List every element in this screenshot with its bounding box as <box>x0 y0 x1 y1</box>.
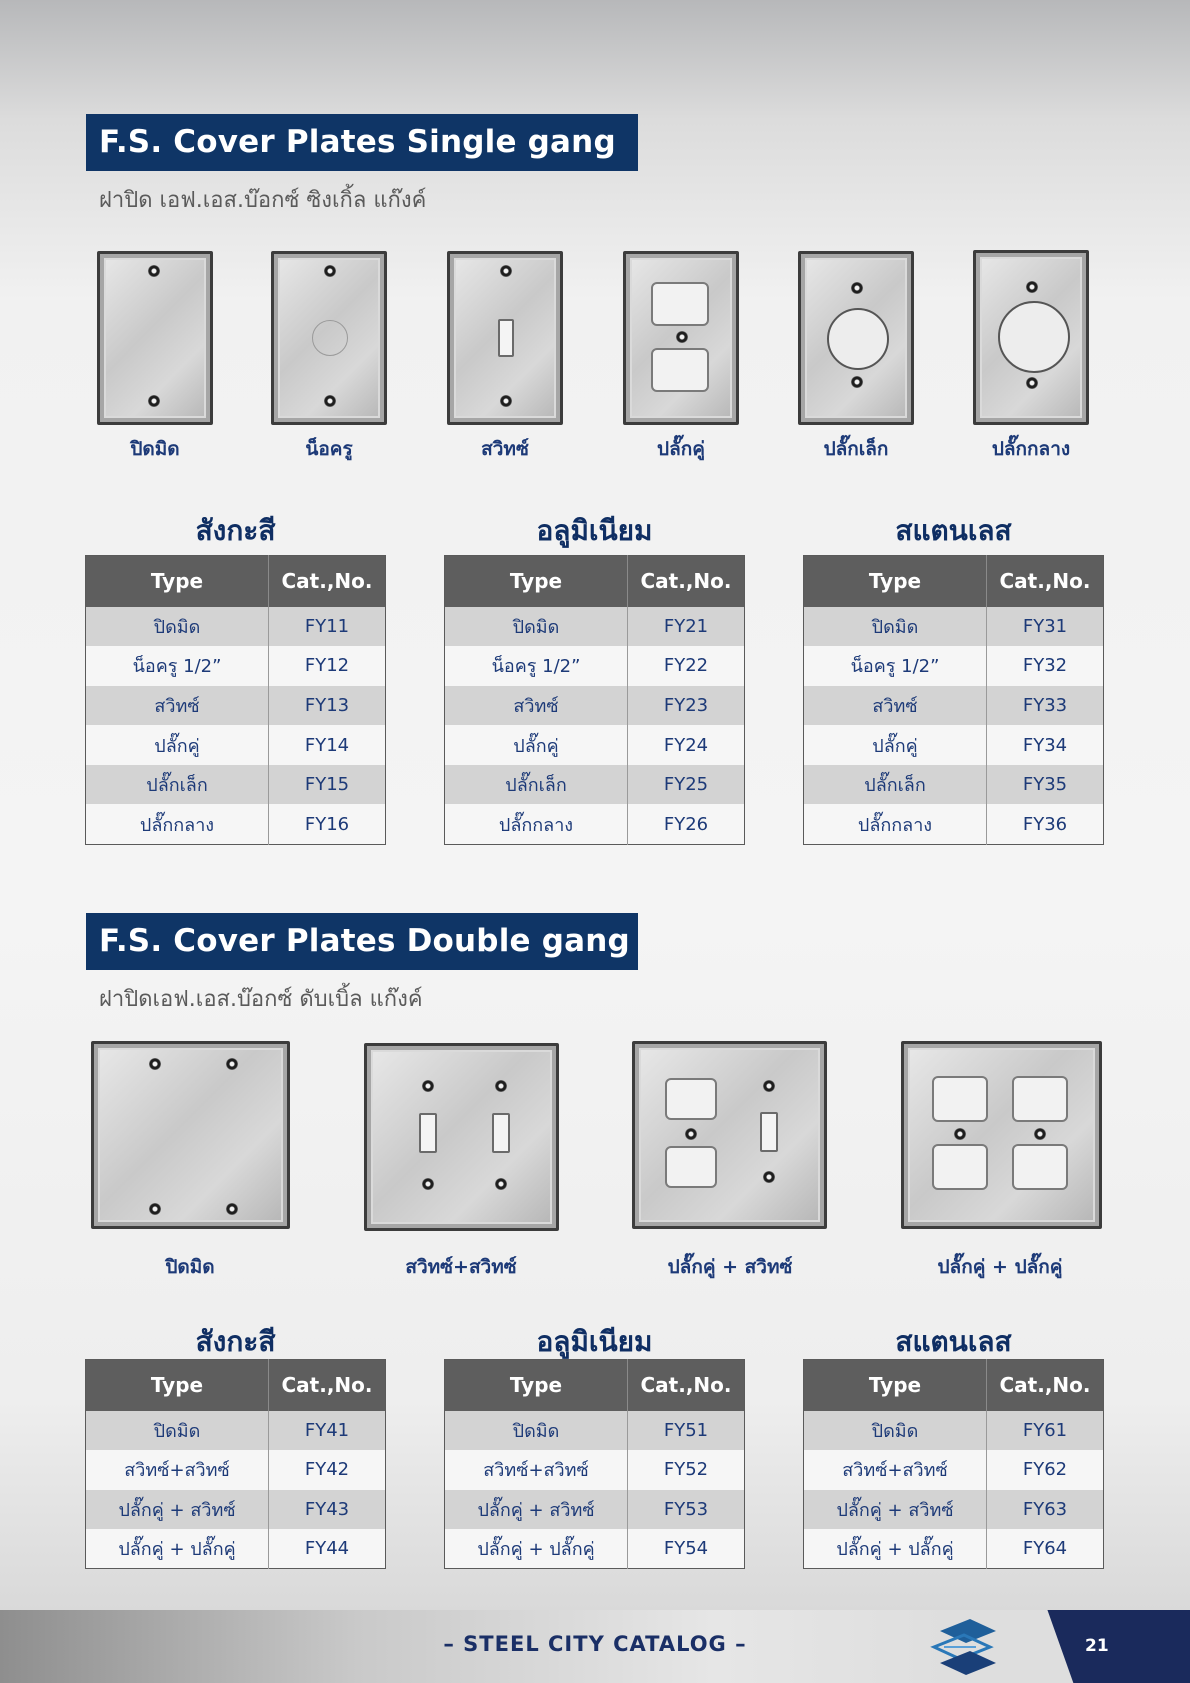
table-row: ปลั๊กคู่ + สวิทซ์ FY53 <box>445 1490 745 1530</box>
table-row: ปลั๊กเล็ก FY15 <box>86 765 386 805</box>
double-table-zinc: Type Cat.,No. ปิดมิด FY41 สวิทซ์+สวิทซ์ FY42 ปลั๊กคู่ + สวิทซ์ FY43 ปลั๊กคู่ + ปลั๊กคู่ FY44 <box>85 1359 386 1569</box>
table-row: ปิดมิด FY61 <box>804 1411 1104 1451</box>
table-row: สวิทซ์+สวิทซ์ FY52 <box>445 1450 745 1490</box>
table-row: สวิทซ์ FY33 <box>804 686 1104 726</box>
single-table-stainless: Type Cat.,No. ปิดมิด FY31 น็อครู 1/2” FY32 สวิทซ์ FY33 ปลั๊กคู่ FY34 ปลั๊กเล็ก FY35 ปลั๊กกลาง FY36 <box>803 555 1104 845</box>
plate-single-knockout <box>271 251 387 425</box>
table-row: น็อครู 1/2” FY32 <box>804 646 1104 686</box>
table-row: ปิดมิด FY21 <box>445 607 745 647</box>
caption-single-3: สวิทซ์ <box>481 438 529 460</box>
caption-double-4: ปลั๊กคู่ + ปลั๊กคู่ <box>937 1256 1063 1278</box>
double-gang-title: F.S. Cover Plates Double gang <box>86 913 638 970</box>
caption-single-4: ปลั๊กคู่ <box>657 438 705 460</box>
table-row: ปิดมิด FY51 <box>445 1411 745 1451</box>
plate-double-duplex-duplex <box>901 1041 1102 1229</box>
single-material-aluminium: อลูมิเนียม <box>536 514 653 547</box>
plate-double-switch-switch <box>364 1043 559 1231</box>
table-row: ปิดมิด FY31 <box>804 607 1104 647</box>
double-material-zinc: สังกะสี <box>195 1325 276 1358</box>
table-row: สวิทซ์ FY13 <box>86 686 386 726</box>
footer-catalog-text: – STEEL CITY CATALOG – <box>443 1632 747 1656</box>
plate-single-duplex <box>623 251 739 425</box>
table-row: ปลั๊กคู่ FY24 <box>445 725 745 765</box>
double-table-aluminium: Type Cat.,No. ปิดมิด FY51 สวิทซ์+สวิทซ์ FY52 ปลั๊กคู่ + สวิทซ์ FY53 ปลั๊กคู่ + ปลั๊กคู่ FY54 <box>444 1359 745 1569</box>
table-row: ปลั๊กเล็ก FY35 <box>804 765 1104 805</box>
single-material-stainless: สแตนเลส <box>895 514 1012 547</box>
table-row: ปลั๊กคู่ + ปลั๊กคู่ FY54 <box>445 1529 745 1569</box>
plate-single-small-receptacle <box>798 251 914 425</box>
table-row: สวิทซ์ FY23 <box>445 686 745 726</box>
double-table-stainless: Type Cat.,No. ปิดมิด FY61 สวิทซ์+สวิทซ์ FY62 ปลั๊กคู่ + สวิทซ์ FY63 ปลั๊กคู่ + ปลั๊กคู่ FY64 <box>803 1359 1104 1569</box>
table-row: สวิทซ์+สวิทซ์ FY62 <box>804 1450 1104 1490</box>
table-row: ปลั๊กคู่ + สวิทซ์ FY63 <box>804 1490 1104 1530</box>
double-material-stainless: สแตนเลส <box>895 1325 1012 1358</box>
table-row: ปิดมิด FY41 <box>86 1411 386 1451</box>
single-table-zinc: Type Cat.,No. ปิดมิด FY11 น็อครู 1/2” FY12 สวิทซ์ FY13 ปลั๊กคู่ FY14 ปลั๊กเล็ก FY15 ปลั๊กกลาง FY16 <box>85 555 386 845</box>
caption-single-2: น็อครู <box>305 438 353 460</box>
steel-city-logo-icon <box>930 1617 1000 1677</box>
plate-single-switch <box>447 251 563 425</box>
caption-single-1: ปิดมิด <box>130 438 180 460</box>
single-gang-subtitle: ฝาปิด เอฟ.เอส.บ๊อกซ์ ซิงเกิ้ล แก๊งค์ <box>99 188 427 213</box>
table-row: สวิทซ์+สวิทซ์ FY42 <box>86 1450 386 1490</box>
single-table-aluminium: Type Cat.,No. ปิดมิด FY21 น็อครู 1/2” FY22 สวิทซ์ FY23 ปลั๊กคู่ FY24 ปลั๊กเล็ก FY25 ปลั๊กกลาง FY26 <box>444 555 745 845</box>
single-gang-title: F.S. Cover Plates Single gang <box>86 114 638 171</box>
page-number: 21 <box>1085 1636 1109 1656</box>
caption-double-3: ปลั๊กคู่ + สวิทซ์ <box>667 1256 793 1278</box>
double-gang-subtitle: ฝาปิดเอฟ.เอส.บ๊อกซ์ ดับเบิ้ล แก๊งค์ <box>99 987 423 1012</box>
caption-single-6: ปลั๊กกลาง <box>991 438 1071 460</box>
table-row: ปลั๊กคู่ + สวิทซ์ FY43 <box>86 1490 386 1530</box>
table-row: ปลั๊กกลาง FY16 <box>86 804 386 844</box>
plate-single-medium-receptacle <box>973 250 1089 425</box>
table-row: ปลั๊กคู่ + ปลั๊กคู่ FY44 <box>86 1529 386 1569</box>
caption-double-1: ปิดมิด <box>165 1256 215 1278</box>
table-row: น็อครู 1/2” FY12 <box>86 646 386 686</box>
caption-single-5: ปลั๊กเล็ก <box>823 438 889 460</box>
plate-single-blank <box>97 251 213 425</box>
table-row: ปิดมิด FY11 <box>86 607 386 647</box>
caption-double-2: สวิทซ์+สวิทซ์ <box>405 1256 517 1278</box>
table-row: ปลั๊กกลาง FY36 <box>804 804 1104 844</box>
single-material-zinc: สังกะสี <box>195 514 276 547</box>
table-row: ปลั๊กกลาง FY26 <box>445 804 745 844</box>
table-row: น็อครู 1/2” FY22 <box>445 646 745 686</box>
table-row: ปลั๊กคู่ FY34 <box>804 725 1104 765</box>
double-material-aluminium: อลูมิเนียม <box>536 1325 653 1358</box>
table-row: ปลั๊กคู่ + ปลั๊กคู่ FY64 <box>804 1529 1104 1569</box>
plate-double-duplex-switch <box>632 1041 827 1229</box>
table-row: ปลั๊กเล็ก FY25 <box>445 765 745 805</box>
table-row: ปลั๊กคู่ FY14 <box>86 725 386 765</box>
plate-double-blank <box>91 1041 290 1229</box>
